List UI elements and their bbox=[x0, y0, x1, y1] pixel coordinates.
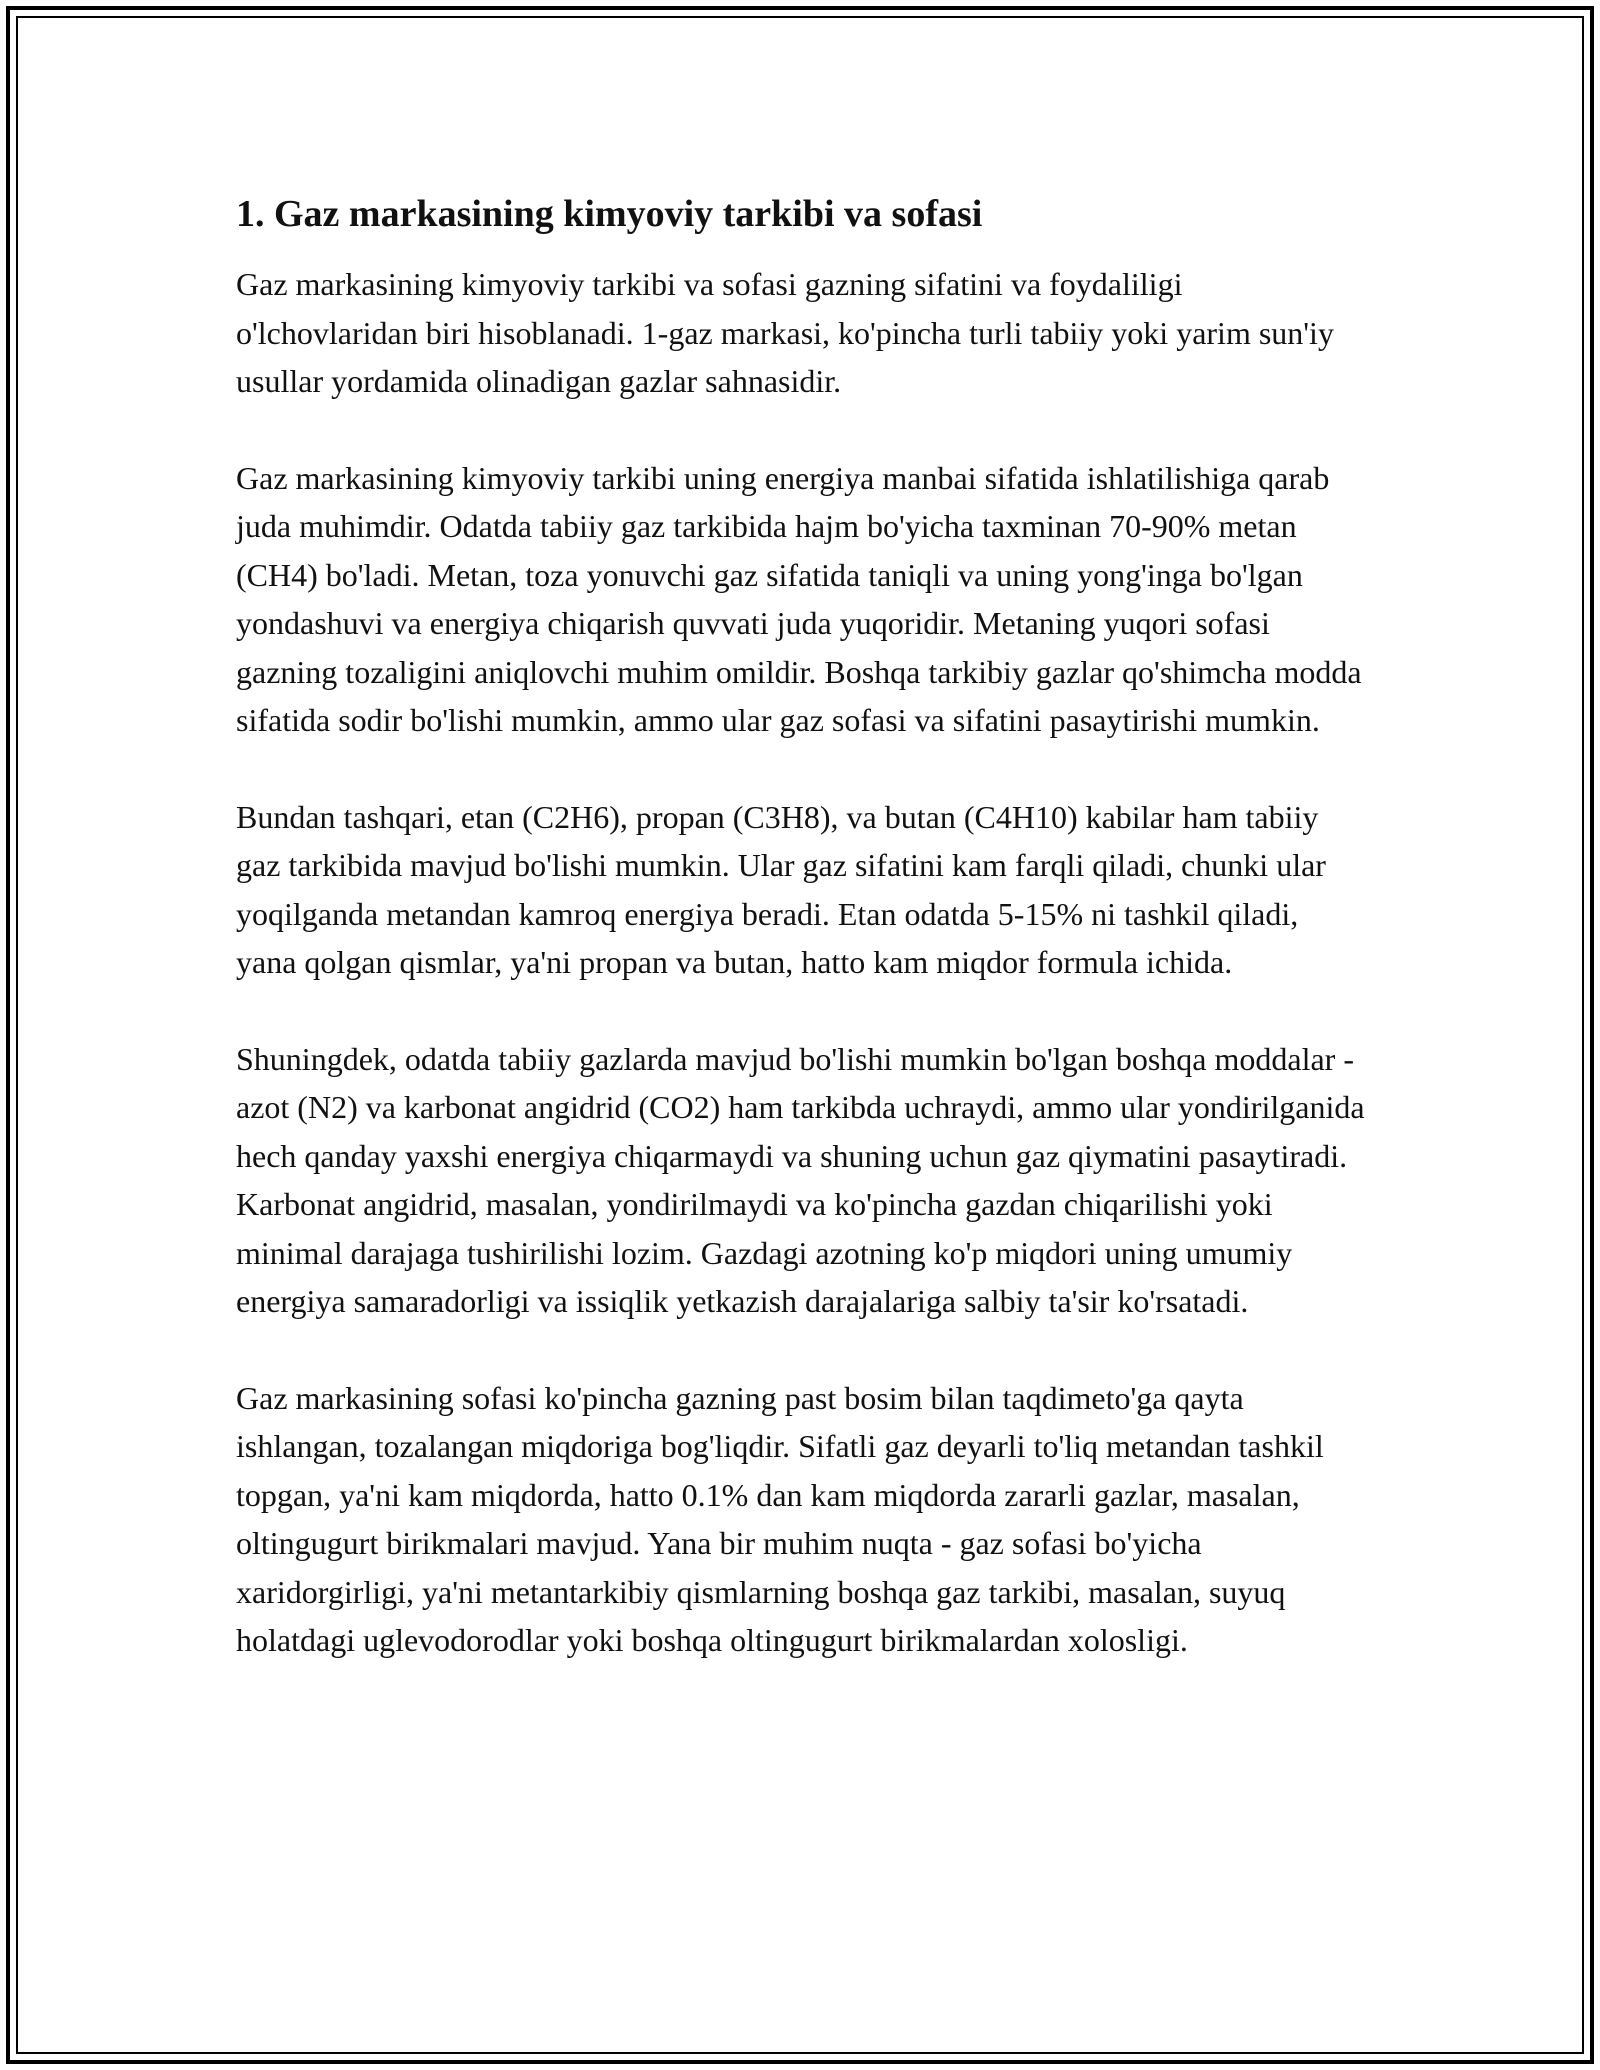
section-title: 1. Gaz markasining kimyoviy tarkibi va sofasi bbox=[236, 193, 983, 235]
paragraph-5: Gaz markasining sofasi ko'pincha gazning past bosim bilan taqdimeto'ga qayta ishlangan, tozalangan miqdoriga bog'liqdir. Sifatli gaz deyarli to'liq metandan tashkil topgan, ya'ni kam miqdorda, hatto 0.1% dan kam miqdorda zararli gazlar, masalan, oltingugurt birikmalari mavjud. Yana bir muhim nuqta - gaz sofasi bo'yicha xaridorgirligi, ya'ni metantarkibiy qismlarning boshqa gaz tarkibi, masalan, suyuq holatdagi uglevodorodlar yoki boshqa oltingugurt birikmalardan xolosligi. bbox=[236, 1379, 1324, 1658]
paragraph-3: Bundan tashqari, etan (C2H6), propan (C3H8), va butan (C4H10) kabilar ham tabiiy gaz tarkibida mavjud bo'lishi mumkin. Ular gaz sifatini kam farqli qiladi, chunki ular yoqilganda metandan kamroq energiya beradi. Etan odatda 5-15% ni tashkil qiladi, yana qolgan qismlar, ya'ni propan va butan, hatto kam miqdor formula ichida. bbox=[236, 798, 1326, 980]
paragraph-2: Gaz markasining kimyoviy tarkibi uning energiya manbai sifatida ishlatilishiga qarab juda muhimdir. Odatda tabiiy gaz tarkibida hajm bo'yicha taxminan 70-90% metan (CH4) bo'ladi. Metan, toza yonuvchi gaz sifatida taniqli va uning yong'inga bo'lgan yondashuvi va energiya chiqarish quvvati juda yuqoridir. Metaning yuqori sofasi gazning tozaligini aniqlovchi muhim omildir. Boshqa tarkibiy gazlar qo'shimcha modda sifatida sodir bo'lishi mumkin, ammo ular gaz sofasi va sifatini pasaytirishi mumkin. bbox=[236, 459, 1362, 738]
document-body bbox=[236, 188, 1366, 1713]
paragraph-1: Gaz markasining kimyoviy tarkibi va sofasi gazning sifatini va foydaliligi o'lchovlaridan biri hisoblanadi. 1-gaz markasi, ko'pincha turli tabiiy yoki yarim sun'iy usullar yordamida olinadigan gazlar sahnasidir. bbox=[236, 266, 1334, 399]
paragraph-4: Shuningdek, odatda tabiiy gazlarda mavjud bo'lishi mumkin bo'lgan boshqa moddalar - azot (N2) va karbonat angidrid (CO2) ham tarkibda uchraydi, ammo ular yondirilganida hech qanday yaxshi energiya chiqarmaydi va shuning uchun gaz qiymatini pasaytiradi. Karbonat angidrid, masalan, yondirilmaydi va ko'pincha gazdan chiqarilishi yoki minimal darajaga tushirilishi lozim. Gazdagi azotning ko'p miqdori uning umumiy energiya samaradorligi va issiqlik yetkazish darajalariga salbiy ta'sir ko'rsatadi. bbox=[236, 1040, 1365, 1319]
